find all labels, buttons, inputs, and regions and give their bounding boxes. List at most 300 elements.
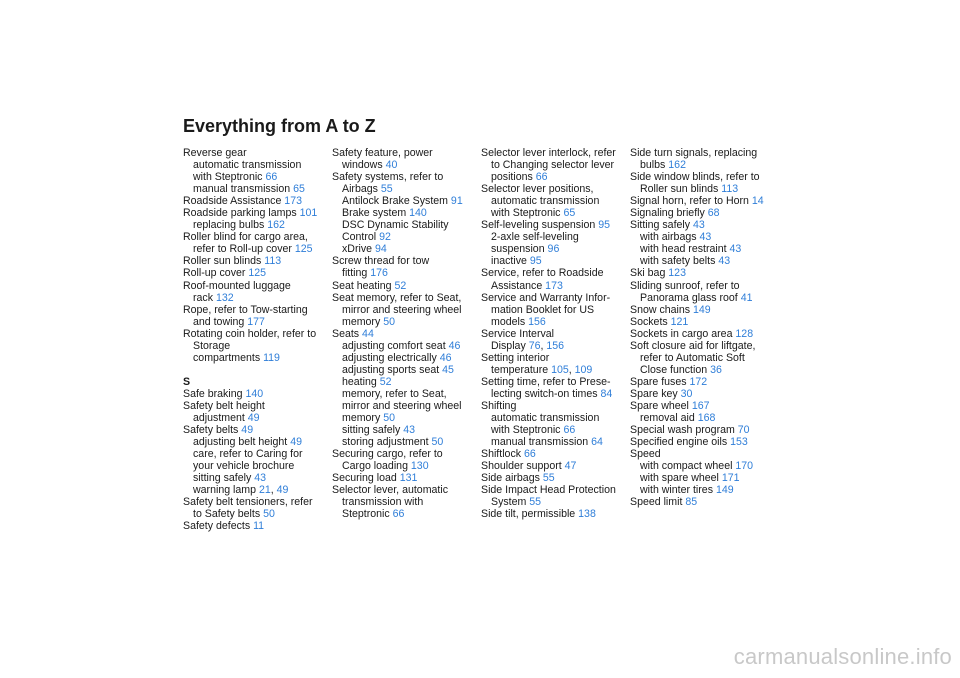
entry-text: Safe braking — [183, 387, 246, 400]
index-subentry — [481, 195, 631, 207]
index-subentry — [481, 243, 631, 255]
entry-text: Setting interior — [481, 351, 550, 364]
page-link[interactable]: 101 — [299, 207, 318, 220]
index-subentry — [183, 171, 333, 183]
entry-text: care, refer to Caring for — [193, 448, 303, 461]
entry-text: rack — [193, 291, 216, 304]
page-link[interactable]: 177 — [247, 315, 265, 328]
entry-text: Shifting — [481, 399, 517, 412]
page-link[interactable]: 64 — [591, 436, 603, 449]
index-subentry — [332, 340, 482, 352]
entry-text: Close function — [640, 363, 711, 376]
entry-text: replacing bulbs — [193, 219, 268, 232]
page-link[interactable]: 128 — [735, 327, 754, 340]
entry-text: refer to Automatic Soft — [640, 351, 745, 364]
entry-text: to Safety belts — [193, 508, 264, 521]
entry-text: Sitting safely — [630, 219, 694, 232]
entry-text: sitting safely — [342, 424, 404, 437]
index-entry — [481, 267, 631, 279]
page-link[interactable]: 70 — [737, 424, 750, 437]
index-subentry — [332, 207, 482, 219]
index-subentry — [481, 412, 631, 424]
entry-text: with safety belts — [640, 255, 719, 268]
section-heading — [183, 376, 333, 388]
index-entry — [332, 171, 482, 183]
page-link[interactable]: 162 — [267, 219, 285, 232]
entry-text: sitting safely — [193, 472, 255, 485]
index-entry — [630, 448, 780, 460]
index-entry — [481, 219, 631, 231]
index-subentry — [481, 388, 631, 400]
entry-text: Signal horn, refer to Horn — [630, 195, 752, 208]
index-subentry — [183, 448, 333, 460]
entry-text: Setting time, refer to Prese- — [481, 375, 611, 388]
index-entry — [630, 424, 780, 436]
entry-text: Ski bag — [630, 267, 669, 280]
index-subentry — [332, 364, 482, 376]
entry-text: Shiftlock — [481, 448, 524, 461]
entry-text: transmission with — [342, 496, 424, 509]
page-link[interactable]: 85 — [685, 496, 698, 509]
page-link[interactable]: 95 — [529, 255, 542, 268]
page-link[interactable]: 156 — [546, 339, 565, 352]
index-subentry — [183, 316, 333, 328]
page-link[interactable]: 125 — [294, 243, 313, 256]
index-entry — [630, 496, 780, 508]
index-subentry — [630, 484, 780, 496]
index-entry — [332, 147, 482, 159]
entry-text: Selector lever, automatic — [332, 484, 448, 497]
page-link[interactable]: 52 — [394, 279, 407, 292]
index-subentry — [183, 292, 333, 304]
index-subentry — [481, 231, 631, 243]
page-link[interactable]: 41 — [740, 291, 753, 304]
page-link[interactable]: 43 — [729, 243, 742, 256]
page-link[interactable]: 123 — [668, 267, 686, 280]
entry-text: with Steptronic — [491, 424, 564, 437]
page-link[interactable]: 173 — [545, 279, 563, 292]
entry-text: positions — [491, 171, 536, 184]
page-link[interactable]: 92 — [379, 231, 391, 244]
entry-text: removal aid — [640, 412, 698, 425]
entry-text: Safety belt height — [183, 399, 265, 412]
entry-text: Spare fuses — [630, 375, 690, 388]
page-link[interactable]: 84 — [600, 387, 613, 400]
page-link[interactable]: 68 — [707, 207, 720, 220]
page-link[interactable]: 50 — [383, 412, 395, 425]
index-subentry — [332, 496, 482, 508]
index-subentry — [332, 352, 482, 364]
index-entry — [183, 328, 333, 340]
index-entry — [332, 280, 482, 292]
page-link[interactable]: 171 — [721, 472, 740, 485]
index-entry — [183, 520, 333, 532]
index-entry — [481, 352, 631, 364]
entry-text: Snow chains — [630, 303, 694, 316]
index-subentry — [630, 412, 780, 424]
index-subentry — [332, 183, 482, 195]
entry-text: Self-leveling suspension — [481, 219, 599, 232]
entry-text: Safety defects — [183, 520, 254, 533]
page-link[interactable]: 113 — [721, 183, 739, 196]
index-subentry — [481, 304, 631, 316]
page-link[interactable]: 168 — [697, 412, 716, 425]
entry-text: Spare key — [630, 387, 681, 400]
entry-text: Screw thread for tow — [332, 255, 430, 268]
entry-text: models — [491, 315, 529, 328]
page-link[interactable]: 66 — [265, 171, 278, 184]
index-subentry — [183, 460, 333, 472]
entry-text: your vehicle brochure — [193, 460, 295, 473]
index-entry — [481, 484, 631, 496]
entry-text: Service Interval — [481, 327, 555, 340]
index-entry — [183, 207, 333, 219]
index-entry — [630, 207, 780, 219]
index-entry — [332, 292, 482, 304]
index-entry — [481, 448, 631, 460]
page-link[interactable]: 55 — [380, 183, 393, 196]
index-entry — [481, 376, 631, 388]
entry-text: Roadside parking lamps — [183, 207, 300, 220]
entry-text: Signaling briefly — [630, 207, 708, 220]
page-link[interactable]: 49 — [241, 424, 254, 437]
index-entry — [332, 484, 482, 496]
index-subentry — [481, 496, 631, 508]
page-link[interactable]: 43 — [403, 424, 416, 437]
page-link[interactable]: 43 — [254, 472, 267, 485]
entry-text: S — [183, 375, 191, 388]
page-link[interactable]: 66 — [523, 448, 536, 461]
entry-text: temperature — [491, 363, 552, 376]
index-subentry — [630, 292, 780, 304]
entry-text: Soft closure aid for liftgate, — [630, 339, 756, 352]
entry-text: lecting switch-on times — [491, 387, 601, 400]
index-subentry — [183, 436, 333, 448]
page-link[interactable]: 55 — [529, 496, 542, 509]
page-link[interactable]: 45 — [442, 363, 454, 376]
entry-text: Side turn signals, replacing — [630, 147, 758, 159]
page-link[interactable]: 66 — [392, 508, 405, 521]
index-subentry — [481, 316, 631, 328]
index-entry — [332, 255, 482, 267]
entry-text: refer to Roll-up cover — [193, 243, 295, 256]
entry-text: Control — [342, 231, 380, 244]
index-entry — [630, 328, 780, 340]
entry-text: manual transmission — [193, 183, 294, 196]
page-link[interactable]: 46 — [448, 339, 461, 352]
entry-text: Roadside Assistance — [183, 195, 285, 208]
page-separator: , — [568, 363, 575, 376]
entry-text: windows — [342, 159, 386, 172]
entry-text: Steptronic — [342, 508, 393, 521]
page-link[interactable]: 149 — [715, 484, 734, 497]
entry-text: Side Impact Head Protection — [481, 484, 616, 497]
entry-text: to Changing selector lever — [491, 159, 615, 172]
page-link[interactable]: 153 — [730, 436, 748, 449]
entry-text: with airbags — [640, 231, 700, 244]
page-link[interactable]: 105 — [551, 363, 569, 376]
page-link[interactable]: 52 — [379, 375, 392, 388]
entry-text: Cargo loading — [342, 460, 411, 473]
index-entry — [630, 267, 780, 279]
entry-text: fitting — [342, 267, 371, 280]
index-subentry — [183, 484, 333, 496]
entry-text: Specified engine oils — [630, 436, 731, 449]
entry-text: suspension — [491, 243, 548, 256]
entry-text: mirror and steering wheel — [342, 303, 462, 316]
index-subentry — [630, 243, 780, 255]
page-link[interactable]: 162 — [668, 159, 686, 172]
page-link[interactable]: 30 — [680, 387, 693, 400]
index-subentry — [630, 231, 780, 243]
index-subentry — [183, 243, 333, 255]
section-gap — [183, 364, 333, 376]
entry-text: Seat heating — [332, 279, 395, 292]
entry-text: Storage — [193, 339, 231, 352]
page-link[interactable]: 131 — [399, 472, 418, 485]
index-subentry — [332, 400, 482, 412]
page-link[interactable]: 91 — [450, 195, 463, 208]
entry-text: Selector lever positions, — [481, 183, 594, 196]
page-link[interactable]: 113 — [264, 255, 282, 268]
page-link[interactable]: 21 — [258, 484, 271, 497]
index-subentry — [481, 340, 631, 352]
entry-text: mirror and steering wheel — [342, 399, 462, 412]
entry-text: Panorama glass roof — [640, 291, 741, 304]
index-subentry — [630, 352, 780, 364]
page-link[interactable]: 50 — [263, 508, 275, 521]
index-entry — [630, 436, 780, 448]
index-entry — [630, 280, 780, 292]
index-subentry — [630, 255, 780, 267]
index-subentry — [183, 508, 333, 520]
index-subentry — [630, 364, 780, 376]
entry-text: Side tilt, permissible — [481, 508, 579, 521]
index-entry — [630, 171, 780, 183]
entry-text: DSC Dynamic Stability — [342, 219, 449, 232]
page-link[interactable]: 49 — [247, 412, 260, 425]
index-entry — [332, 448, 482, 460]
entry-text: Sockets — [630, 315, 671, 328]
page-link[interactable]: 65 — [563, 207, 576, 220]
page-link[interactable]: 140 — [409, 207, 427, 220]
index-column-1 — [183, 147, 333, 533]
index-entry — [183, 195, 333, 207]
entry-text: Safety belt tensioners, refer — [183, 496, 313, 509]
page-link[interactable]: 119 — [263, 351, 280, 364]
entry-text: Safety systems, refer to — [332, 171, 444, 184]
page-link[interactable]: 170 — [735, 460, 754, 473]
entry-text: adjustment — [193, 412, 248, 425]
entry-text: Shoulder support — [481, 460, 565, 473]
index-entry — [183, 147, 333, 159]
index-entry — [481, 147, 631, 159]
entry-text: Rotating coin holder, refer to — [183, 327, 317, 340]
page-link[interactable]: 109 — [574, 363, 593, 376]
entry-text: 2-axle self-leveling — [491, 231, 579, 244]
entry-text: bulbs — [640, 159, 669, 172]
index-subentry — [332, 436, 482, 448]
entry-text: storing adjustment — [342, 436, 432, 449]
index-subentry — [332, 195, 482, 207]
page-link[interactable]: 172 — [689, 375, 708, 388]
entry-text: manual transmission — [491, 436, 592, 449]
page-link[interactable]: 11 — [253, 520, 265, 533]
index-subentry — [481, 364, 631, 376]
page-separator: , — [540, 339, 547, 352]
index-entry — [630, 340, 780, 352]
page-separator: , — [270, 484, 277, 497]
page-link[interactable]: 149 — [693, 303, 711, 316]
page-link[interactable]: 156 — [528, 315, 546, 328]
page-link[interactable]: 50 — [383, 315, 395, 328]
page-link[interactable]: 40 — [385, 159, 398, 172]
entry-text: Roll-up cover — [183, 267, 249, 280]
entry-text: Seat memory, refer to Seat, — [332, 291, 462, 304]
index-subentry — [183, 159, 333, 171]
index-entry — [183, 267, 333, 279]
entry-text: with Steptronic — [491, 207, 564, 220]
index-entry — [332, 328, 482, 340]
page-link[interactable]: 66 — [535, 171, 548, 184]
entry-text: Speed limit — [630, 496, 686, 509]
page-link[interactable]: 43 — [718, 255, 731, 268]
entry-text: inactive — [491, 255, 530, 268]
entry-text: Assistance — [491, 279, 546, 292]
page-link[interactable]: 55 — [542, 472, 555, 485]
index-subentry — [332, 376, 482, 388]
page-link[interactable]: 132 — [215, 291, 234, 304]
page-link[interactable]: 49 — [276, 484, 289, 497]
page-link[interactable]: 14 — [751, 195, 764, 208]
entry-text: and towing — [193, 315, 248, 328]
index-subentry — [183, 340, 333, 352]
index-entry — [481, 292, 631, 304]
index-subentry — [630, 472, 780, 484]
page-link[interactable]: 65 — [293, 183, 305, 196]
entry-text: with winter tires — [640, 484, 716, 497]
index-subentry — [481, 436, 631, 448]
page-link[interactable]: 176 — [370, 267, 388, 280]
entry-text: memory — [342, 412, 384, 425]
index-entry — [183, 255, 333, 267]
entry-text: Safety feature, power — [332, 147, 433, 159]
entry-text: Sockets in cargo area — [630, 327, 736, 340]
index-entry — [481, 460, 631, 472]
index-subentry — [481, 424, 631, 436]
index-subentry — [332, 231, 482, 243]
index-column-3 — [481, 147, 631, 520]
entry-text: Reverse gear — [183, 147, 247, 159]
entry-text: with Steptronic — [193, 171, 266, 184]
page-link[interactable]: 36 — [710, 363, 722, 376]
index-entry — [630, 195, 780, 207]
page-link[interactable]: 43 — [693, 219, 705, 232]
index-entry — [183, 231, 333, 243]
page-link[interactable]: 76 — [528, 339, 541, 352]
index-entry — [630, 316, 780, 328]
page-title: Everything from A to Z — [183, 116, 376, 136]
index-entry — [481, 472, 631, 484]
entry-text: Seats — [332, 327, 363, 340]
page-link[interactable]: 94 — [374, 243, 387, 256]
index-entry — [630, 388, 780, 400]
entry-text: heating — [342, 375, 380, 388]
page-link[interactable]: 140 — [245, 387, 264, 400]
entry-text: Safety belts — [183, 424, 242, 437]
index-subentry — [332, 243, 482, 255]
page-link[interactable]: 66 — [563, 424, 576, 437]
index-subentry — [183, 352, 333, 364]
page-link[interactable]: 173 — [284, 195, 302, 208]
index-subentry — [481, 280, 631, 292]
index-subentry — [332, 304, 482, 316]
page-link[interactable]: 96 — [547, 243, 560, 256]
page-link[interactable]: 46 — [439, 351, 452, 364]
index-entry — [481, 328, 631, 340]
index-subentry — [332, 460, 482, 472]
entry-text: Roller blind for cargo area, — [183, 231, 308, 244]
index-entry — [183, 280, 333, 292]
index-entry — [183, 304, 333, 316]
entry-text: adjusting belt height — [193, 436, 291, 449]
entry-text: Side window blinds, refer to — [630, 171, 760, 184]
index-subentry — [183, 412, 333, 424]
page-link[interactable]: 138 — [578, 508, 596, 521]
entry-text: Roller sun blinds — [640, 183, 722, 196]
watermark-footer: carmanualsonline.info — [733, 644, 952, 669]
index-subentry — [481, 255, 631, 267]
entry-text: Selector lever interlock, refer — [481, 147, 616, 159]
index-subentry — [332, 316, 482, 328]
index-entry — [481, 183, 631, 195]
page-link[interactable]: 50 — [431, 436, 444, 449]
page-link[interactable]: 130 — [410, 460, 429, 473]
page-link[interactable]: 95 — [598, 219, 610, 232]
page-link[interactable]: 167 — [691, 399, 710, 412]
entry-text: with compact wheel — [640, 460, 736, 473]
entry-text: Display — [491, 339, 529, 352]
entry-text: Airbags — [342, 183, 381, 196]
page-link[interactable]: 43 — [699, 231, 712, 244]
index-column-4 — [630, 147, 780, 508]
page-link[interactable]: 125 — [248, 267, 267, 280]
entry-text: Roof-mounted luggage — [183, 279, 291, 292]
index-entry — [630, 400, 780, 412]
entry-text: System — [491, 496, 530, 509]
entry-text: Special wash program — [630, 424, 738, 437]
index-subentry — [183, 219, 333, 231]
page-link[interactable]: 44 — [362, 327, 374, 340]
index-entry — [630, 219, 780, 231]
page-link[interactable]: 49 — [290, 436, 302, 449]
entry-text: with head restraint — [640, 243, 730, 256]
entry-text: Service and Warranty Infor- — [481, 291, 611, 304]
index-subentry — [332, 508, 482, 520]
index-subentry — [481, 207, 631, 219]
entry-text: Antilock Brake System — [342, 195, 451, 208]
page-link[interactable]: 47 — [564, 460, 577, 473]
entry-text: compartments — [193, 351, 264, 364]
index-subentry — [481, 159, 631, 171]
page-link[interactable]: 121 — [670, 315, 689, 328]
entry-text: Roller sun blinds — [183, 255, 265, 268]
index-subentry — [332, 424, 482, 436]
index-subentry — [183, 183, 333, 195]
entry-text: mation Booklet for US — [491, 303, 595, 316]
index-entry — [183, 424, 333, 436]
entry-text: Service, refer to Roadside — [481, 267, 604, 280]
